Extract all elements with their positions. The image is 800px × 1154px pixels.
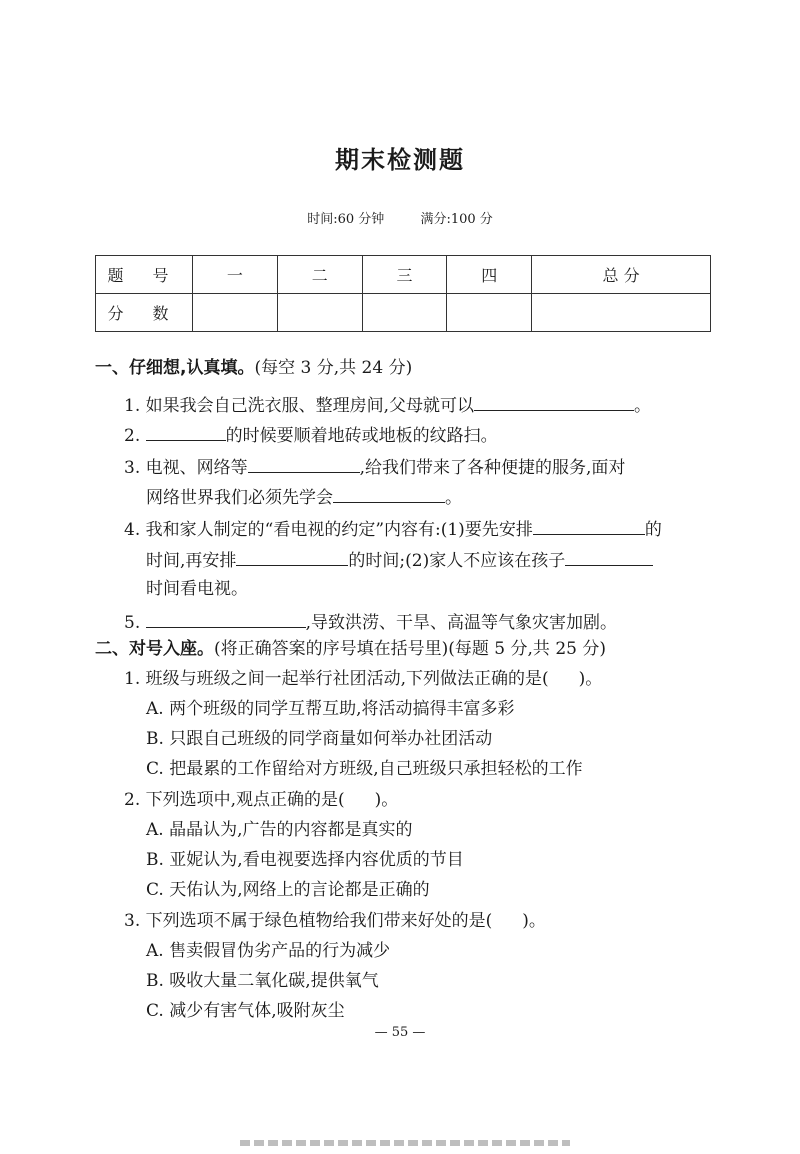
option-a[interactable]: A. 两个班级的同学互帮互助,将活动搞得丰富多彩	[146, 699, 515, 719]
table-header-cell: 总 分	[532, 256, 711, 294]
table-header-cell: 题 号	[96, 256, 193, 294]
score-cell[interactable]	[193, 294, 278, 332]
answer-blank[interactable]	[146, 422, 226, 441]
question-text: 3. 电视、网络等	[124, 458, 248, 478]
question	[124, 392, 651, 418]
question-text: 网络世界我们必须先学会	[146, 488, 333, 508]
section-title: 二、对号入座。	[95, 639, 214, 659]
page-number: — 55 —	[374, 1025, 426, 1040]
question	[124, 454, 625, 480]
answer-blank[interactable]	[248, 454, 360, 473]
table-header-cell: 三	[362, 256, 447, 294]
option-c[interactable]: C. 天佑认为,网络上的言论都是正确的	[146, 880, 430, 900]
page-title: 期末检测题	[335, 146, 465, 174]
section-heading	[95, 637, 606, 661]
question-text: 的时候要顺着地砖或地板的纹路扫。	[225, 426, 498, 446]
question-text: 1. 班级与班级之间一起举行社团活动,下列做法正确的是(	[124, 669, 549, 689]
option-b[interactable]: B. 吸收大量二氧化碳,提供氧气	[146, 971, 379, 991]
option-c[interactable]: C. 把最累的工作留给对方班级,自己班级只承担轻松的工作	[146, 759, 583, 779]
answer-blank[interactable]	[565, 547, 653, 566]
table-header-cell: 四	[447, 256, 532, 294]
option-a[interactable]: A. 售卖假冒伪劣产品的行为减少	[146, 941, 391, 961]
question-text: ,给我们带来了各种便捷的服务,面对	[359, 458, 626, 478]
question-text: 1. 如果我会自己洗衣服、整理房间,父母就可以	[124, 396, 475, 416]
question-text: 时间,再安排	[146, 551, 237, 571]
question-text: )。	[374, 790, 399, 810]
option-a[interactable]: A. 晶晶认为,广告的内容都是真实的	[146, 820, 413, 840]
question-text: )。	[578, 669, 603, 689]
table-row	[96, 256, 711, 294]
question-text: 5.	[124, 613, 146, 633]
question-text: 。	[445, 488, 462, 508]
question	[124, 516, 662, 542]
answer-blank[interactable]	[533, 516, 645, 535]
score-cell[interactable]	[362, 294, 447, 332]
question-text: )。	[522, 911, 546, 931]
option-b[interactable]: B. 亚妮认为,看电视要选择内容优质的节目	[146, 850, 464, 870]
question-text: 4. 我和家人制定的“看电视的约定”内容有:(1)要先安排	[124, 520, 533, 540]
answer-blank[interactable]	[474, 392, 634, 411]
question-text: 的时间;(2)家人不应该在孩子	[348, 551, 566, 571]
question	[124, 788, 398, 812]
question-text: 2.	[124, 426, 146, 446]
option-b[interactable]: B. 只跟自己班级的同学商量如何举办社团活动	[146, 729, 493, 749]
question-continued	[146, 484, 462, 510]
time-limit: 时间:60 分钟	[307, 212, 385, 227]
question-text: 。	[634, 396, 652, 416]
question	[124, 609, 617, 635]
section-title: 一、仔细想,认真填。	[95, 358, 255, 378]
question-text: 2. 下列选项中,观点正确的是(	[124, 790, 345, 810]
table-header-cell: 二	[277, 256, 362, 294]
question-text: 时间看电视。	[146, 579, 248, 599]
cropped-footer-text	[240, 1140, 570, 1146]
total-score: 满分:100 分	[420, 212, 493, 227]
question	[124, 909, 546, 933]
score-cell[interactable]	[277, 294, 362, 332]
question-text: ,导致洪涝、干旱、高温等气象灾害加剧。	[305, 613, 618, 633]
section-note: (将正确答案的序号填在括号里)(每题 5 分,共 25 分)	[214, 639, 606, 659]
question	[124, 422, 498, 448]
option-c[interactable]: C. 减少有害气体,吸附灰尘	[146, 1001, 345, 1021]
question-text: 的	[644, 520, 662, 540]
answer-blank[interactable]	[146, 609, 306, 628]
section-note: (每空 3 分,共 24 分)	[254, 358, 413, 378]
table-row	[96, 294, 711, 332]
question-continued	[146, 577, 248, 601]
score-cell[interactable]	[532, 294, 711, 332]
answer-blank[interactable]	[333, 484, 445, 503]
exam-meta	[0, 208, 800, 227]
table-header-cell: 一	[193, 256, 278, 294]
question-continued	[146, 547, 653, 573]
question-text: 3. 下列选项不属于绿色植物给我们带来好处的是(	[124, 911, 493, 931]
score-table	[95, 255, 711, 332]
table-row-label: 分 数	[96, 294, 193, 332]
score-cell[interactable]	[447, 294, 532, 332]
answer-blank[interactable]	[236, 547, 348, 566]
section-heading	[95, 356, 412, 380]
question	[124, 667, 602, 691]
